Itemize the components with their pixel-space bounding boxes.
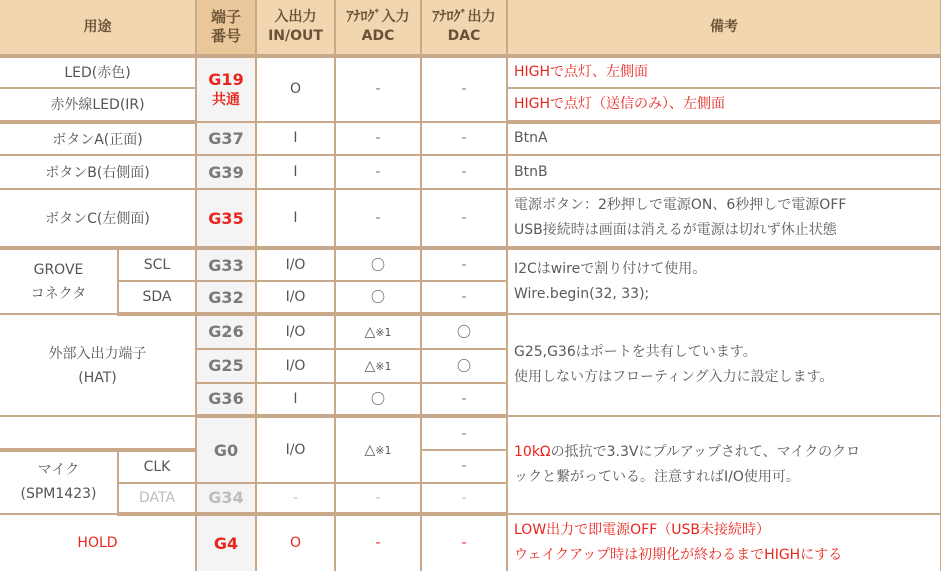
- table-row-hold: [0, 514, 941, 571]
- use-led-red: LED(赤色): [0, 56, 196, 88]
- io-g4: O: [256, 514, 335, 571]
- note-btnc-line2: USB接続時は画面は消えるが電源は切れず休止状態: [514, 222, 837, 239]
- table-row-btnb: [0, 155, 941, 189]
- dac-g25: 〇: [421, 349, 507, 383]
- dac-g32: -: [421, 281, 507, 314]
- use-btnc: ボタンC(左側面): [0, 189, 196, 248]
- note-led-red-side: 左側面: [606, 63, 649, 80]
- table-row-led-red: [0, 56, 941, 88]
- use-hat-line1: 外部入出力端子: [48, 345, 147, 362]
- header-use: 用途: [0, 0, 196, 56]
- use-grove: [0, 248, 118, 314]
- header-pin: [196, 0, 256, 56]
- table-row-hat-g26: [0, 314, 941, 349]
- header-pin-line1: 端子: [210, 8, 241, 26]
- note-grove-line2: Wire.begin(32, 33);: [514, 285, 650, 302]
- adc-g26-mark: ※1: [375, 325, 392, 339]
- note-g0-line1: の抵抗で3.3Vにプルアップされて、マイクのクロ: [550, 443, 861, 460]
- dac-g26: 〇: [421, 314, 507, 349]
- io-g37: I: [256, 122, 335, 156]
- header-note: 備考: [507, 0, 941, 56]
- use-grove-line1: GROVE: [33, 261, 84, 278]
- dac-g35: -: [421, 189, 507, 248]
- note-btnb: BtnB: [507, 155, 941, 189]
- note-btnc: [507, 189, 941, 248]
- dac-g19: -: [421, 56, 507, 122]
- pin-g39: G39: [196, 155, 256, 189]
- header-adc-line2: ADC: [361, 28, 395, 44]
- use-mic-line1: マイク: [37, 462, 80, 479]
- use-mic-line2: (SPM1423): [20, 486, 97, 503]
- pin-g25: G25: [196, 349, 256, 383]
- note-led-ir-text: HIGHで点灯（送信のみ）、: [514, 95, 684, 112]
- dac-g33: -: [421, 248, 507, 281]
- adc-g0: [335, 416, 421, 483]
- note-led-red-text: HIGHで点灯、: [514, 63, 607, 80]
- note-g0-line2: ックと繋がっている。注意すればI/O使用可。: [514, 468, 800, 485]
- io-g35: I: [256, 189, 335, 248]
- pin-g34: G34: [196, 483, 256, 514]
- header-dac: [421, 0, 507, 56]
- use-grove-sda: SDA: [118, 281, 196, 314]
- use-hat: [0, 314, 196, 416]
- pin-g19-label: G19: [208, 69, 244, 89]
- dac-g0-hat: -: [421, 416, 507, 450]
- adc-g25-mark: ※1: [375, 359, 392, 373]
- note-hold-line2: ウェイクアップ時は初期化が終わるまでHIGHにする: [514, 546, 843, 563]
- io-g0: I/O: [256, 416, 335, 483]
- adc-g4: -: [335, 514, 421, 571]
- pin-g4: G4: [196, 514, 256, 571]
- note-g0-resistor: 10kΩ: [514, 443, 551, 460]
- io-g39: I: [256, 155, 335, 189]
- pin-g33: G33: [196, 248, 256, 281]
- header-dac-line2: DAC: [447, 28, 481, 44]
- note-btna: BtnA: [507, 122, 941, 156]
- pin-g26: G26: [196, 314, 256, 349]
- adc-g0-mark: ※1: [375, 444, 392, 458]
- header-io-line2: IN/OUT: [268, 28, 323, 44]
- note-hold: [507, 514, 941, 571]
- adc-g25: [335, 349, 421, 383]
- io-g26: I/O: [256, 314, 335, 349]
- header-io: [256, 0, 335, 56]
- note-btnc-line1: 電源ボタン：2秒押しで電源ON、6秒押しで電源OFF: [514, 197, 847, 214]
- adc-g26: [335, 314, 421, 349]
- table-row-g0-hat: [0, 416, 941, 450]
- table-row-btna: [0, 122, 941, 156]
- io-g36: I: [256, 383, 335, 417]
- adc-g34: -: [335, 483, 421, 514]
- pin-g0: G0: [196, 416, 256, 483]
- adc-g0-symbol: △: [364, 442, 376, 459]
- use-btnb: ボタンB(右側面): [0, 155, 196, 189]
- note-led-ir: [507, 88, 941, 122]
- dac-g37: -: [421, 122, 507, 156]
- note-hat-line2: 使用しない方はフローティング入力に設定します。: [514, 369, 834, 386]
- header-adc-line1: ｱﾅﾛｸﾞ入力: [346, 9, 410, 25]
- dac-g34: -: [421, 483, 507, 514]
- adc-g39: -: [335, 155, 421, 189]
- pin-g19-common: 共通: [212, 91, 240, 108]
- note-led-red: [507, 56, 941, 88]
- dac-g36: -: [421, 383, 507, 417]
- adc-g26-symbol: △: [364, 323, 376, 340]
- table-row-btnc: [0, 189, 941, 248]
- io-g33: I/O: [256, 248, 335, 281]
- use-hold: HOLD: [0, 514, 196, 571]
- note-hat-line1: G25,G36はポートを共有しています。: [514, 344, 757, 361]
- use-mic-data: DATA: [118, 483, 196, 514]
- pin-g36: G36: [196, 383, 256, 417]
- note-grove: [507, 248, 941, 314]
- adc-g33: 〇: [335, 248, 421, 281]
- use-hat-line2: (HAT): [78, 369, 117, 386]
- use-mic: [0, 450, 118, 513]
- use-hat-g0: [0, 416, 196, 450]
- adc-g37: -: [335, 122, 421, 156]
- io-g19: O: [256, 56, 335, 122]
- header-dac-line1: ｱﾅﾛｸﾞ出力: [432, 9, 496, 25]
- header-pin-line2: 番号: [210, 27, 241, 45]
- note-hat: [507, 314, 941, 416]
- io-g25: I/O: [256, 349, 335, 383]
- use-led-ir: 赤外線LED(IR): [0, 88, 196, 122]
- dac-g39: -: [421, 155, 507, 189]
- use-grove-line2: コネクタ: [30, 285, 87, 302]
- use-btna: ボタンA(正面): [0, 122, 196, 156]
- adc-g19: -: [335, 56, 421, 122]
- use-mic-clk: CLK: [118, 450, 196, 483]
- note-hold-line1: LOW出力で即電源OFF（USB未接続時）: [514, 521, 771, 538]
- note-grove-line1: I2Cはwireで割り付けて使用。: [514, 260, 707, 277]
- note-led-ir-side: 左側面: [683, 95, 726, 112]
- adc-g35: -: [335, 189, 421, 248]
- header-adc: [335, 0, 421, 56]
- dac-g4: -: [421, 514, 507, 571]
- note-g0: [507, 416, 941, 513]
- dac-g0-mic: -: [421, 450, 507, 483]
- header-io-line1: 入出力: [274, 9, 317, 25]
- table-row-grove-scl: [0, 248, 941, 281]
- pin-g32: G32: [196, 281, 256, 314]
- io-g32: I/O: [256, 281, 335, 314]
- use-grove-scl: SCL: [118, 248, 196, 281]
- adc-g36: 〇: [335, 383, 421, 417]
- adc-g32: 〇: [335, 281, 421, 314]
- adc-g25-symbol: △: [364, 357, 376, 374]
- pin-g35: G35: [196, 189, 256, 248]
- io-g34: -: [256, 483, 335, 514]
- pin-g19: [196, 56, 256, 122]
- pin-g37: G37: [196, 122, 256, 156]
